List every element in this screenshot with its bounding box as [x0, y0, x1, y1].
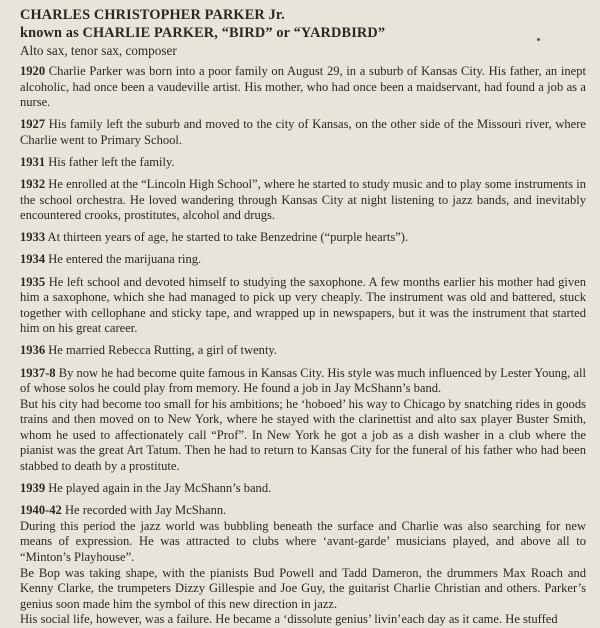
entry-year: 1935: [20, 274, 46, 289]
entry-year: 1939: [20, 481, 46, 496]
entry-1920: [20, 64, 586, 111]
entry-1937-8: [20, 366, 586, 475]
entry-paragraph: [20, 503, 586, 519]
entry-1940-42: [20, 503, 586, 628]
entry-text: Charlie Parker was born into a poor family on August 29, in a suburb of Kansas City. His father, an inept alcoholic, had once been a vaudeville artist. His mother, who had once been a maidservant, had found a job as a nurse.: [20, 64, 586, 110]
entry-year: 1937-8: [20, 365, 56, 380]
entry-text: At thirteen years of age, he started to take Benzedrine (“purple hearts”).: [47, 230, 409, 245]
entry-paragraph: [20, 481, 586, 497]
entry-text: He played again in the Jay McShann’s band.: [48, 481, 272, 496]
entry-year: 1936: [20, 343, 46, 358]
entry-year: 1934: [20, 252, 46, 267]
entry-year: 1927: [20, 117, 46, 132]
entry-text: He enrolled at the “Lincoln High School”, where he started to study music and to play some instruments in the school orchestra. He loved wandering through Kansas City at night listening to jazz bands, and inevitably encountered crooks, prostitutes, alcohol and drugs.: [20, 177, 586, 223]
entry-paragraph: [20, 117, 586, 148]
entry-text: But his city had become too small for his ambitions; he ‘hoboed’ his way to Chicago by snatching rides in goods trains and then moved on to New York, where he stayed with the clarinettist and alto sax player Buster Smith, whom he used to affectionately call “Prof”. In New York he got a job as a dish washer in a club where the pianist was the great Art Tatum. Then he had to return to Kansas City for the funeral of his father who had been stabbed to death by a prostitute.: [20, 396, 586, 474]
entry-1939: [20, 481, 586, 497]
entry-1936: [20, 343, 586, 359]
entry-1934: [20, 252, 586, 268]
entry-paragraph: [20, 366, 586, 397]
entry-text: He left school and devoted himself to studying the saxophone. A few months earlier his mother had given him a saxophone, which she had managed to pick up very cheaply. The instrument was old and battered, stuck together with cellophane and sticky tape, and wrapped up in newspapers, but it was the instrument that started him on his great career.: [20, 274, 586, 336]
entry-1932: [20, 177, 586, 224]
entry-year: 1940-42: [20, 503, 62, 518]
entry-text: He entered the marijuana ring.: [48, 252, 202, 267]
entry-paragraph: [20, 177, 586, 224]
entry-paragraph: [20, 230, 586, 246]
entry-text: By now he had become quite famous in Kansas City. His style was much influenced by Lester Young, all of whose solos he could play from memory. He found a job in Jay McShann’s band.: [20, 365, 587, 396]
entry-paragraph: [20, 519, 586, 566]
entry-text: His father left the family.: [48, 154, 175, 169]
entry-1927: [20, 117, 586, 148]
entry-year: 1932: [20, 177, 46, 192]
entry-paragraph: [20, 252, 586, 268]
entry-text: His social life, however, was a failure. He became a ‘dissolute genius’ livin’each day as it came. He stuffed: [20, 612, 558, 627]
entry-paragraph: [20, 397, 586, 475]
entry-paragraph: [20, 566, 586, 613]
title-known-as: known as CHARLIE PARKER, “BIRD” or “YARDBIRD”: [20, 25, 386, 41]
entry-year: 1933: [20, 230, 46, 245]
biography-entries: [20, 64, 586, 628]
entry-paragraph: [20, 612, 586, 628]
entry-paragraph: [20, 275, 586, 337]
entry-text: Be Bop was taking shape, with the pianists Bud Powell and Tadd Dameron, the drummers Max Roach and Kenny Clarke, the trumpeters Dizzy Gillespie and Joe Guy, the guitarist Charlie Christian and others. Parker’s genius soon made him the symbol of this new direction in jazz.: [20, 565, 586, 611]
entry-paragraph: [20, 64, 586, 111]
entry-text: He married Rebecca Rutting, a girl of twenty.: [48, 343, 278, 358]
entry-text: His family left the suburb and moved to the city of Kansas, on the other side of the Missouri river, where Charlie went to Primary School.: [20, 117, 586, 147]
subtitle-instruments: Alto sax, tenor sax, composer: [20, 43, 177, 58]
entry-paragraph: [20, 155, 586, 171]
entry-year: 1931: [20, 154, 46, 169]
entry-text: During this period the jazz world was bubbling beneath the surface and Charlie was also searching for new means of expression. He was attracted to clubs where ‘avant-garde’ musicians played, and above all to “Minton’s Playhouse”.: [20, 518, 586, 565]
entry-1931: [20, 155, 586, 171]
entry-1933: [20, 230, 586, 246]
title-full-name: CHARLES CHRISTOPHER PARKER Jr.: [20, 7, 285, 23]
entry-year: 1920: [20, 64, 46, 78]
entry-paragraph: [20, 343, 586, 359]
entry-text: He recorded with Jay McShann.: [64, 503, 227, 518]
print-speck: [537, 38, 540, 41]
entry-1935: [20, 275, 586, 337]
